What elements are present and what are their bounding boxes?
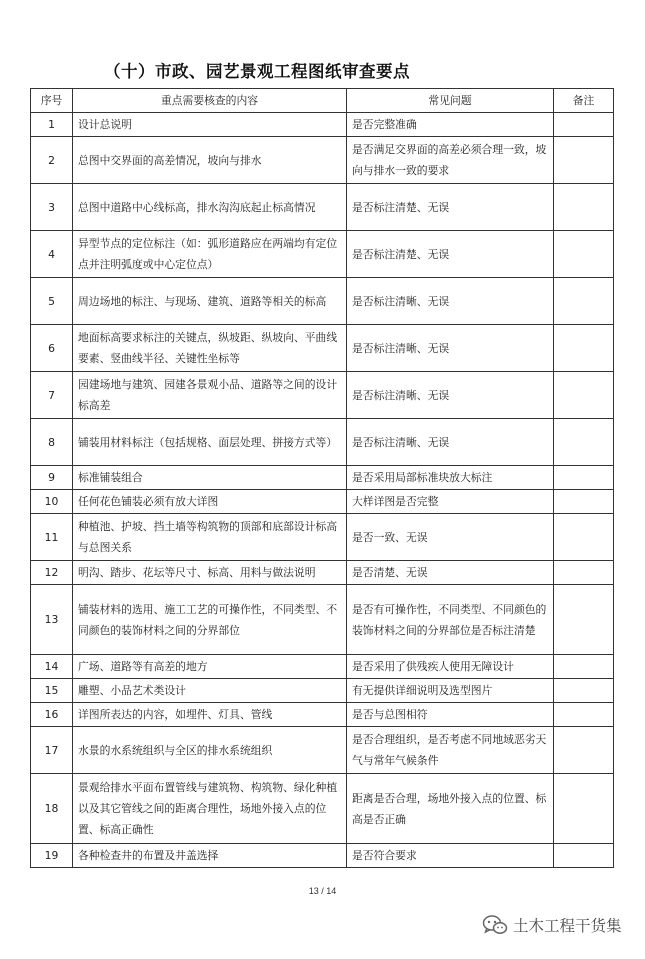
review-table — [30, 88, 614, 868]
page-title: （十）市政、园艺景观工程图纸审查要点 — [104, 62, 410, 81]
table-row — [31, 372, 614, 419]
row-issue: 是否标注清楚、无误 — [347, 184, 554, 231]
row-item: 水景的水系统组织与全区的排水系统组织 — [73, 727, 347, 774]
row-note — [554, 561, 614, 585]
row-issue: 是否满足交界面的高差必须合理一致，坡向与排水一致的要求 — [347, 137, 554, 184]
watermark-text: 土木工程干货集 — [513, 917, 622, 935]
row-item: 广场、道路等有高差的地方 — [73, 655, 347, 679]
table-row — [31, 231, 614, 278]
row-num: 12 — [31, 561, 73, 585]
table-row — [31, 703, 614, 727]
row-note — [554, 514, 614, 561]
row-item: 铺装用材料标注（包括规格、面层处理、拼接方式等） — [73, 419, 347, 466]
row-num: 10 — [31, 490, 73, 514]
row-note — [554, 325, 614, 372]
row-note — [554, 585, 614, 655]
row-num: 17 — [31, 727, 73, 774]
table-row — [31, 655, 614, 679]
row-num: 19 — [31, 844, 73, 868]
page-number: 13 / 14 — [308, 886, 337, 896]
table-row — [31, 278, 614, 325]
row-num: 2 — [31, 137, 73, 184]
row-item: 明沟、踏步、花坛等尺寸、标高、用料与做法说明 — [73, 561, 347, 585]
row-num: 3 — [31, 184, 73, 231]
row-issue: 有无提供详细说明及选型图片 — [347, 679, 554, 703]
row-note — [554, 372, 614, 419]
row-issue: 是否标注清楚、无误 — [347, 231, 554, 278]
row-num: 18 — [31, 774, 73, 844]
row-num: 11 — [31, 514, 73, 561]
row-item: 总图中道路中心线标高，排水沟沟底起止标高情况 — [73, 184, 347, 231]
row-note — [554, 231, 614, 278]
row-note — [554, 679, 614, 703]
table-row — [31, 325, 614, 372]
row-note — [554, 137, 614, 184]
table-row — [31, 727, 614, 774]
row-issue: 是否清楚、无误 — [347, 561, 554, 585]
row-note — [554, 774, 614, 844]
header-note: 备注 — [554, 89, 614, 113]
row-item: 雕塑、小品艺术类设计 — [73, 679, 347, 703]
row-item: 异型节点的定位标注（如：弧形道路应在两端均有定位点并注明弧度或中心定位点） — [73, 231, 347, 278]
row-item: 总图中交界面的高差情况，坡向与排水 — [73, 137, 347, 184]
table-row — [31, 561, 614, 585]
row-issue: 是否完整准确 — [347, 113, 554, 137]
row-issue: 是否标注清晰、无误 — [347, 372, 554, 419]
row-item: 园建场地与建筑、园建各景观小品、道路等之间的设计标高差 — [73, 372, 347, 419]
row-item: 种植池、护坡、挡土墙等构筑物的顶部和底部设计标高与总图关系 — [73, 514, 347, 561]
row-num: 9 — [31, 466, 73, 490]
row-item: 周边场地的标注、与现场、建筑、道路等相关的标高 — [73, 278, 347, 325]
table-row — [31, 490, 614, 514]
table-row — [31, 137, 614, 184]
row-num: 8 — [31, 419, 73, 466]
row-note — [554, 844, 614, 868]
table-row — [31, 844, 614, 868]
header-item: 重点需要核查的内容 — [73, 89, 347, 113]
row-item: 各种检查井的布置及井盖选择 — [73, 844, 347, 868]
row-item: 标准铺装组合 — [73, 466, 347, 490]
row-issue: 是否合理组织，是否考虑不同地域恶劣天气与常年气候条件 — [347, 727, 554, 774]
row-note — [554, 490, 614, 514]
table-row — [31, 585, 614, 655]
row-note — [554, 419, 614, 466]
row-num: 7 — [31, 372, 73, 419]
row-issue: 是否标注清晰、无误 — [347, 325, 554, 372]
table-row — [31, 774, 614, 844]
row-item: 设计总说明 — [73, 113, 347, 137]
row-num: 15 — [31, 679, 73, 703]
table-row — [31, 679, 614, 703]
table-header-row — [31, 89, 614, 113]
row-num: 6 — [31, 325, 73, 372]
row-num: 14 — [31, 655, 73, 679]
row-issue: 是否一致、无误 — [347, 514, 554, 561]
row-note — [554, 655, 614, 679]
row-note — [554, 466, 614, 490]
row-issue: 是否标注清晰、无误 — [347, 419, 554, 466]
row-issue: 是否采用局部标准块放大标注 — [347, 466, 554, 490]
table-row — [31, 466, 614, 490]
row-num: 13 — [31, 585, 73, 655]
row-issue: 距离是否合理，场地外接入点的位置、标高是否正确 — [347, 774, 554, 844]
row-item: 景观给排水平面布置管线与建筑物、构筑物、绿化种植以及其它管线之间的距离合理性，场地外接入点的位置、标高正确性 — [73, 774, 347, 844]
table-row — [31, 419, 614, 466]
row-issue: 是否与总图相符 — [347, 703, 554, 727]
row-num: 1 — [31, 113, 73, 137]
wechat-logo-icon — [482, 914, 508, 936]
row-issue: 是否有可操作性，不同类型、不同颜色的装饰材料之间的分界部位是否标注清楚 — [347, 585, 554, 655]
row-note — [554, 113, 614, 137]
watermark — [482, 914, 622, 936]
row-num: 5 — [31, 278, 73, 325]
row-item: 铺装材料的选用、施工工艺的可操作性，不同类型、不同颜色的装饰材料之间的分界部位 — [73, 585, 347, 655]
table-row — [31, 184, 614, 231]
row-num: 16 — [31, 703, 73, 727]
row-note — [554, 184, 614, 231]
row-issue: 大样详图是否完整 — [347, 490, 554, 514]
table-row — [31, 113, 614, 137]
row-note — [554, 703, 614, 727]
row-note — [554, 727, 614, 774]
row-issue: 是否标注清晰、无误 — [347, 278, 554, 325]
row-num: 4 — [31, 231, 73, 278]
row-note — [554, 278, 614, 325]
row-item: 地面标高要求标注的关键点，纵坡距、纵坡向、平曲线要素、竖曲线半径、关键性坐标等 — [73, 325, 347, 372]
row-issue: 是否符合要求 — [347, 844, 554, 868]
header-issue: 常见问题 — [347, 89, 554, 113]
row-item: 任何花色铺装必须有放大详图 — [73, 490, 347, 514]
table-row — [31, 514, 614, 561]
header-num: 序号 — [31, 89, 73, 113]
row-item: 详图所表达的内容，如埋件、灯具、管线 — [73, 703, 347, 727]
row-issue: 是否采用了供残疾人使用无障设计 — [347, 655, 554, 679]
